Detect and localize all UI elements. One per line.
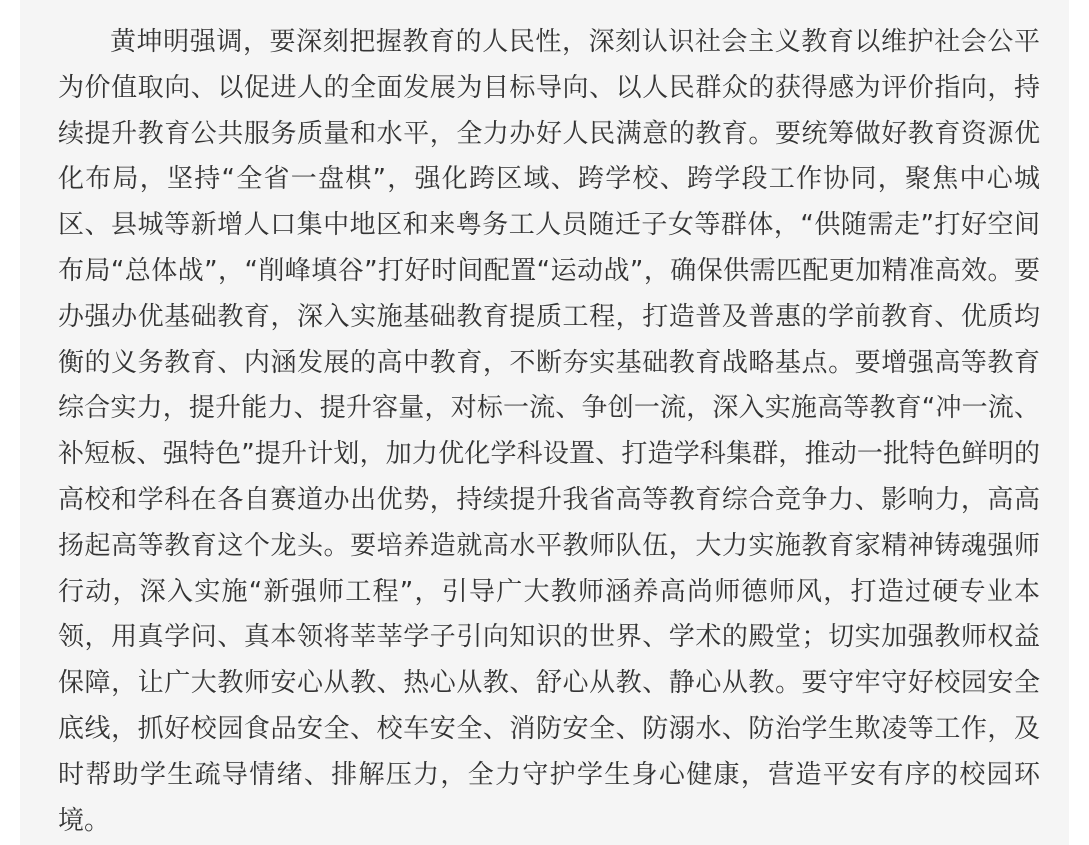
- article-body: [20, 0, 1069, 845]
- article-paragraph: 黄坤明强调，要深刻把握教育的人民性，深刻认识社会主义教育以维护社会公平为价值取向、以促进人的全面发展为目标导向、以人民群众的获得感为评价指向，持续提升教育公共服务质量和水平，全力办好人民满意的教育。要统筹做好教育资源优化布局，坚持“全省一盘棋”，强化跨区域、跨学校、跨学段工作协同，聚焦中心城区、县城等新增人口集中地区和来粤务工人员随迁子女等群体，“供随需走”打好空间布局“总体战”，“削峰填谷”打好时间配置“运动战”，确保供需匹配更加精准高效。要办强办优基础教育，深入实施基础教育提质工程，打造普及普惠的学前教育、优质均衡的义务教育、内涵发展的高中教育，不断夯实基础教育战略基点。要增强高等教育综合实力，提升能力、提升容量，对标一流、争创一流，深入实施高等教育“冲一流、补短板、强特色”提升计划，加力优化学科设置、打造学科集群，推动一批特色鲜明的高校和学科在各自赛道办出优势，持续提升我省高等教育综合竞争力、影响力，高高扬起高等教育这个龙头。要培养造就高水平教师队伍，大力实施教育家精神铸魂强师行动，深入实施“新强师工程”，引导广大教师涵养高尚师德师风，打造过硬专业本领，用真学问、真本领将莘莘学子引向知识的世界、学术的殿堂；切实加强教师权益保障，让广大教师安心从教、热心从教、舒心从教、静心从教。要守牢守好校园安全底线，抓好校园食品安全、校车安全、消防安全、防溺水、防治学生欺凌等工作，及时帮助学生疏导情绪、排解压力，全力守护学生身心健康，营造平安有序的校园环境。: [58, 27, 1040, 836]
